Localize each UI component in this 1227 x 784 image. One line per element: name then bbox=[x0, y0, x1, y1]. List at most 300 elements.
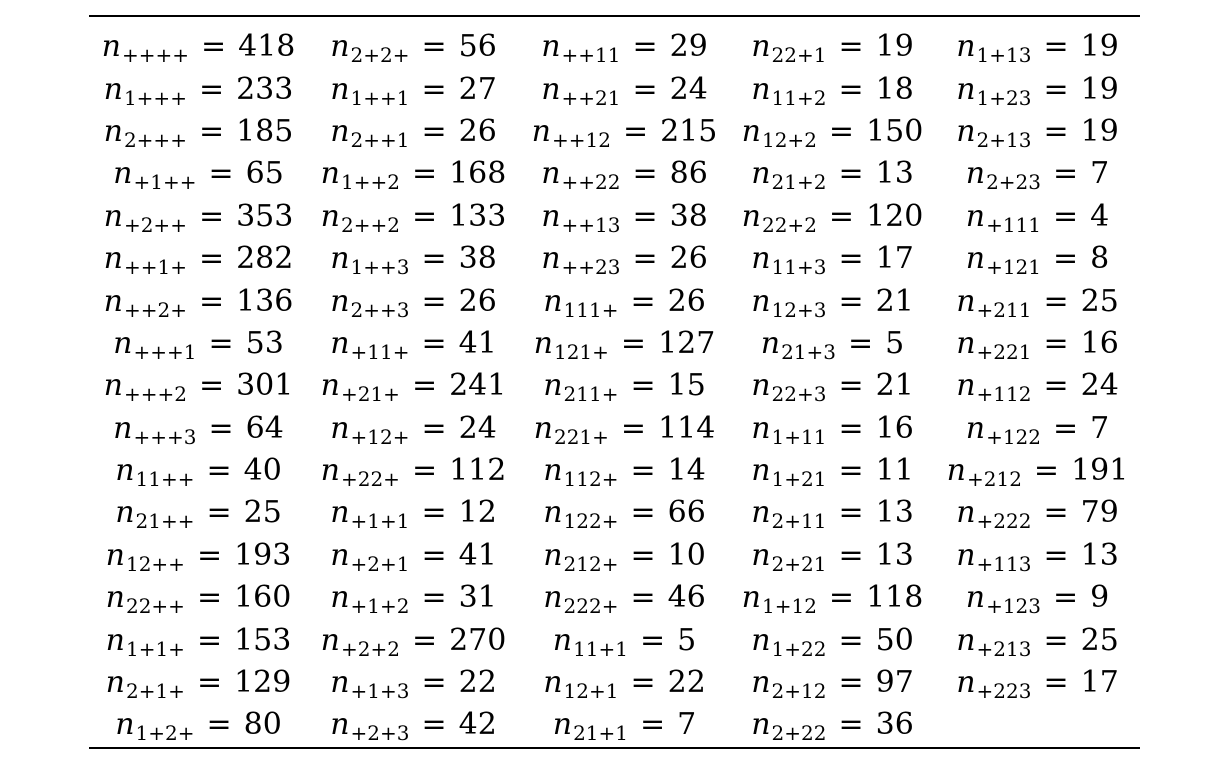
count-subscript: ++21 bbox=[561, 85, 621, 110]
table-cell bbox=[730, 492, 935, 534]
count-symbol: n bbox=[956, 325, 976, 361]
count-symbol: n bbox=[330, 707, 350, 743]
count-subscript: 2+22 bbox=[771, 721, 827, 746]
equals-sign: = bbox=[200, 29, 227, 65]
equals-sign: = bbox=[421, 495, 447, 531]
count-symbol: n bbox=[115, 453, 135, 489]
equals-sign: = bbox=[630, 665, 656, 701]
table-cell bbox=[308, 492, 519, 534]
count-symbol: n bbox=[330, 113, 350, 149]
count-subscript: 21+1 bbox=[573, 721, 629, 746]
count-symbol: n bbox=[541, 241, 561, 277]
count-value: 19 bbox=[1080, 71, 1119, 107]
table-cell bbox=[519, 280, 730, 322]
count-symbol: n bbox=[543, 453, 563, 489]
table-cell bbox=[519, 111, 730, 153]
count-symbol: n bbox=[320, 198, 340, 234]
count-symbol: n bbox=[105, 580, 125, 616]
count-symbol: n bbox=[741, 198, 761, 234]
table-cell bbox=[308, 238, 519, 280]
count-symbol: n bbox=[543, 495, 563, 531]
equals-sign: = bbox=[630, 283, 656, 319]
count-symbol: n bbox=[751, 622, 771, 658]
table-cell bbox=[89, 68, 308, 110]
count-subscript: 221+ bbox=[553, 424, 609, 449]
count-subscript: 12+2 bbox=[761, 127, 817, 152]
count-value: 8 bbox=[1090, 241, 1110, 277]
count-subscript: ++12 bbox=[551, 127, 611, 152]
equals-sign: = bbox=[206, 707, 232, 743]
equals-sign: = bbox=[421, 410, 447, 446]
count-subscript: ++13 bbox=[561, 212, 621, 237]
equals-sign: = bbox=[421, 71, 447, 107]
count-value: 79 bbox=[1080, 495, 1119, 531]
count-subscript: 1+11 bbox=[771, 424, 827, 449]
equals-sign: = bbox=[848, 325, 874, 361]
count-symbol: n bbox=[330, 283, 350, 319]
count-value: 13 bbox=[875, 495, 914, 531]
count-symbol: n bbox=[965, 198, 986, 234]
count-symbol: n bbox=[103, 113, 123, 149]
equals-sign: = bbox=[1043, 665, 1069, 701]
table-cell bbox=[730, 68, 935, 110]
count-subscript: 1++1 bbox=[350, 85, 410, 110]
count-value: 26 bbox=[669, 241, 708, 277]
count-subscript: 22+2 bbox=[761, 212, 817, 237]
count-symbol: n bbox=[320, 453, 340, 489]
count-value: 21 bbox=[875, 368, 914, 404]
equals-sign: = bbox=[828, 580, 855, 616]
count-subscript: 1+21 bbox=[771, 467, 827, 492]
count-subscript: 212+ bbox=[563, 551, 619, 576]
count-value: 42 bbox=[458, 707, 497, 743]
equals-sign: = bbox=[632, 198, 658, 234]
table-cell bbox=[89, 111, 308, 153]
count-value: 7 bbox=[1090, 156, 1110, 192]
equals-sign: = bbox=[196, 537, 223, 573]
equals-sign: = bbox=[1043, 537, 1069, 573]
count-symbol: n bbox=[543, 580, 563, 616]
count-value: 10 bbox=[667, 537, 706, 573]
count-value: 160 bbox=[234, 580, 292, 616]
count-subscript: +223 bbox=[976, 679, 1032, 704]
count-symbol: n bbox=[751, 665, 771, 701]
count-symbol: n bbox=[552, 707, 573, 743]
table-cell bbox=[935, 26, 1140, 68]
equals-sign: = bbox=[198, 71, 225, 107]
count-value: 25 bbox=[1080, 283, 1119, 319]
count-subscript: 12++ bbox=[125, 551, 185, 576]
count-subscript: 1+13 bbox=[976, 43, 1032, 68]
equals-sign: = bbox=[421, 241, 447, 277]
count-value: 36 bbox=[875, 707, 914, 743]
count-symbol: n bbox=[751, 241, 771, 277]
count-subscript: 2+1+ bbox=[125, 679, 185, 704]
count-subscript: +++1 bbox=[133, 339, 197, 364]
count-value: 65 bbox=[245, 156, 284, 192]
count-subscript: +221 bbox=[976, 339, 1032, 364]
count-symbol: n bbox=[533, 325, 553, 361]
count-subscript: 1+23 bbox=[976, 85, 1032, 110]
count-symbol: n bbox=[541, 198, 561, 234]
count-symbol: n bbox=[965, 241, 986, 277]
equals-sign: = bbox=[421, 580, 447, 616]
count-value: 233 bbox=[236, 71, 294, 107]
count-symbol: n bbox=[103, 71, 123, 107]
count-value: 46 bbox=[667, 580, 706, 616]
count-symbol: n bbox=[543, 283, 563, 319]
count-subscript: 21++ bbox=[135, 509, 195, 534]
count-subscript: 11++ bbox=[135, 467, 195, 492]
count-subscript: +++3 bbox=[133, 424, 197, 449]
count-symbol: n bbox=[543, 537, 563, 573]
count-value: 118 bbox=[866, 580, 924, 616]
equals-sign: = bbox=[198, 113, 225, 149]
count-symbol: n bbox=[956, 368, 976, 404]
equals-sign: = bbox=[838, 495, 864, 531]
equals-sign: = bbox=[421, 283, 447, 319]
table-cell bbox=[308, 577, 519, 619]
equals-sign: = bbox=[421, 665, 447, 701]
count-value: 25 bbox=[1080, 622, 1119, 658]
count-symbol: n bbox=[751, 453, 771, 489]
table-cell bbox=[519, 704, 730, 746]
count-symbol: n bbox=[105, 537, 125, 573]
count-symbol: n bbox=[541, 71, 561, 107]
equals-sign: = bbox=[630, 580, 656, 616]
table-cell bbox=[935, 662, 1140, 704]
count-subscript: ++2+ bbox=[123, 297, 187, 322]
table-cell bbox=[89, 323, 308, 365]
count-symbol: n bbox=[533, 410, 553, 446]
count-subscript: +2+3 bbox=[350, 721, 410, 746]
table-cell bbox=[935, 535, 1140, 577]
count-subscript: +2++ bbox=[123, 212, 187, 237]
count-value: 215 bbox=[660, 113, 718, 149]
equals-sign: = bbox=[421, 29, 447, 65]
equals-sign: = bbox=[421, 537, 447, 573]
equals-sign: = bbox=[208, 156, 234, 192]
count-value: 9 bbox=[1090, 580, 1110, 616]
table-cell bbox=[730, 26, 935, 68]
count-value: 16 bbox=[1080, 325, 1119, 361]
count-subscript: +11+ bbox=[350, 339, 410, 364]
table-cell bbox=[519, 619, 730, 661]
table-cell bbox=[89, 26, 308, 68]
count-symbol: n bbox=[956, 665, 976, 701]
table-cell bbox=[89, 492, 308, 534]
count-subscript: 22+1 bbox=[771, 43, 827, 68]
count-value: 41 bbox=[458, 325, 497, 361]
count-value: 26 bbox=[458, 113, 497, 149]
equals-sign: = bbox=[632, 29, 658, 65]
equals-sign: = bbox=[411, 156, 438, 192]
count-value: 127 bbox=[658, 325, 716, 361]
equals-sign: = bbox=[838, 453, 864, 489]
count-subscript: 122+ bbox=[563, 509, 619, 534]
count-value: 282 bbox=[236, 241, 294, 277]
equals-sign: = bbox=[1053, 410, 1079, 446]
count-symbol: n bbox=[101, 29, 121, 65]
count-value: 16 bbox=[875, 410, 914, 446]
count-subscript: +123 bbox=[986, 594, 1042, 619]
count-symbol: n bbox=[965, 410, 986, 446]
table-cell bbox=[935, 111, 1140, 153]
count-subscript: +1+3 bbox=[350, 679, 410, 704]
count-symbol: n bbox=[751, 495, 771, 531]
count-subscript: +222 bbox=[976, 509, 1032, 534]
table-cell bbox=[730, 662, 935, 704]
count-subscript: 1++2 bbox=[340, 170, 400, 195]
count-subscript: 22+3 bbox=[771, 382, 827, 407]
table-cell bbox=[308, 408, 519, 450]
equals-sign: = bbox=[630, 495, 656, 531]
table-cell bbox=[89, 577, 308, 619]
count-value: 129 bbox=[234, 665, 292, 701]
count-value: 193 bbox=[234, 537, 292, 573]
table-cell bbox=[308, 280, 519, 322]
equals-sign: = bbox=[838, 283, 864, 319]
count-value: 12 bbox=[458, 495, 497, 531]
count-subscript: ++23 bbox=[561, 255, 621, 280]
table-cell bbox=[935, 492, 1140, 534]
count-symbol: n bbox=[320, 156, 340, 192]
table-cell bbox=[519, 662, 730, 704]
table-cell bbox=[730, 196, 935, 238]
equals-sign: = bbox=[411, 453, 438, 489]
equals-sign: = bbox=[632, 241, 658, 277]
count-subscript: +111 bbox=[986, 212, 1042, 237]
count-value: 185 bbox=[236, 113, 294, 149]
count-symbol: n bbox=[956, 283, 976, 319]
count-subscript: 2++3 bbox=[350, 297, 410, 322]
count-value: 24 bbox=[458, 410, 497, 446]
count-value: 26 bbox=[458, 283, 497, 319]
count-value: 19 bbox=[875, 29, 914, 65]
equals-sign: = bbox=[196, 665, 223, 701]
count-symbol: n bbox=[320, 368, 340, 404]
table-cell bbox=[519, 408, 730, 450]
count-subscript: +113 bbox=[976, 551, 1032, 576]
table-cell bbox=[308, 619, 519, 661]
equals-sign: = bbox=[1043, 325, 1069, 361]
count-value: 38 bbox=[669, 198, 708, 234]
equals-sign: = bbox=[838, 156, 864, 192]
table-cell bbox=[730, 280, 935, 322]
table-cell bbox=[730, 450, 935, 492]
count-subscript: 111+ bbox=[563, 297, 619, 322]
count-symbol: n bbox=[103, 283, 123, 319]
count-subscript: +1+2 bbox=[350, 594, 410, 619]
table-cell bbox=[730, 535, 935, 577]
equals-sign: = bbox=[196, 622, 223, 658]
table-cell bbox=[730, 153, 935, 195]
count-subscript: 211+ bbox=[563, 382, 619, 407]
table-cell bbox=[519, 492, 730, 534]
equals-sign: = bbox=[1053, 580, 1079, 616]
equals-sign: = bbox=[838, 241, 864, 277]
count-subscript: 2++2 bbox=[340, 212, 400, 237]
table-cell bbox=[935, 238, 1140, 280]
count-symbol: n bbox=[751, 707, 771, 743]
equals-sign: = bbox=[421, 707, 447, 743]
table-cell bbox=[519, 323, 730, 365]
count-subscript: 21+3 bbox=[781, 339, 837, 364]
count-value: 120 bbox=[866, 198, 924, 234]
count-value: 56 bbox=[458, 29, 497, 65]
count-value: 13 bbox=[1080, 537, 1119, 573]
count-value: 21 bbox=[875, 283, 914, 319]
count-symbol: n bbox=[956, 113, 976, 149]
equals-sign: = bbox=[198, 283, 225, 319]
table-cell bbox=[89, 196, 308, 238]
count-value: 136 bbox=[236, 283, 294, 319]
table-cell bbox=[935, 704, 1140, 746]
count-symbol: n bbox=[552, 622, 573, 658]
equals-sign: = bbox=[828, 198, 855, 234]
count-subscript: 21+2 bbox=[771, 170, 827, 195]
count-symbol: n bbox=[103, 368, 123, 404]
table-cell bbox=[935, 365, 1140, 407]
count-symbol: n bbox=[115, 707, 135, 743]
table-cell bbox=[308, 365, 519, 407]
table-cell bbox=[519, 365, 730, 407]
equals-sign: = bbox=[630, 537, 656, 573]
table-cell bbox=[89, 280, 308, 322]
equals-sign: = bbox=[1043, 283, 1069, 319]
count-symbol: n bbox=[543, 368, 563, 404]
count-subscript: 2+11 bbox=[771, 509, 827, 534]
table-cell bbox=[935, 153, 1140, 195]
count-subscript: +122 bbox=[986, 424, 1042, 449]
count-symbol: n bbox=[751, 283, 771, 319]
equals-sign: = bbox=[630, 368, 656, 404]
table-cell bbox=[935, 68, 1140, 110]
count-value: 26 bbox=[667, 283, 706, 319]
table-cell bbox=[935, 577, 1140, 619]
count-subscript: 2+23 bbox=[986, 170, 1042, 195]
count-subscript: 2+21 bbox=[771, 551, 827, 576]
table-cell bbox=[935, 619, 1140, 661]
count-symbol: n bbox=[956, 495, 976, 531]
count-value: 31 bbox=[458, 580, 497, 616]
count-value: 5 bbox=[677, 622, 697, 658]
count-table bbox=[89, 26, 1140, 747]
count-value: 133 bbox=[449, 198, 507, 234]
table-cell bbox=[519, 68, 730, 110]
table-cell bbox=[935, 280, 1140, 322]
equals-sign: = bbox=[198, 241, 225, 277]
count-subscript: 22++ bbox=[125, 594, 185, 619]
table-bottom-rule bbox=[89, 747, 1140, 749]
table-cell bbox=[730, 323, 935, 365]
table-cell bbox=[89, 662, 308, 704]
equals-sign: = bbox=[1043, 495, 1069, 531]
count-symbol: n bbox=[330, 495, 350, 531]
equals-sign: = bbox=[196, 580, 223, 616]
count-subscript: 2+2+ bbox=[350, 43, 410, 68]
count-symbol: n bbox=[956, 537, 976, 573]
equals-sign: = bbox=[1033, 453, 1060, 489]
count-value: 7 bbox=[1090, 410, 1110, 446]
count-subscript: 1+2+ bbox=[135, 721, 195, 746]
count-symbol: n bbox=[965, 156, 986, 192]
table-cell bbox=[935, 323, 1140, 365]
count-subscript: +212 bbox=[966, 467, 1022, 492]
count-subscript: 2+13 bbox=[976, 127, 1032, 152]
count-value: 25 bbox=[243, 495, 282, 531]
count-subscript: +22+ bbox=[340, 467, 400, 492]
table-cell bbox=[519, 450, 730, 492]
table-cell bbox=[308, 535, 519, 577]
count-subscript: +2+2 bbox=[340, 636, 400, 661]
equals-sign: = bbox=[1043, 113, 1069, 149]
count-value: 86 bbox=[669, 156, 708, 192]
table-cell bbox=[89, 619, 308, 661]
equals-sign: = bbox=[838, 537, 864, 573]
count-value: 66 bbox=[667, 495, 706, 531]
table-cell bbox=[89, 535, 308, 577]
count-subscript: ++++ bbox=[121, 43, 189, 68]
count-value: 29 bbox=[669, 29, 708, 65]
count-value: 418 bbox=[238, 29, 296, 65]
table-cell bbox=[308, 196, 519, 238]
count-value: 19 bbox=[1080, 29, 1119, 65]
equals-sign: = bbox=[1053, 156, 1079, 192]
count-value: 27 bbox=[458, 71, 497, 107]
equals-sign: = bbox=[828, 113, 855, 149]
count-subscript: ++22 bbox=[561, 170, 621, 195]
table-cell bbox=[935, 196, 1140, 238]
count-subscript: +121 bbox=[986, 255, 1042, 280]
equals-sign: = bbox=[206, 495, 232, 531]
count-value: 53 bbox=[245, 325, 284, 361]
count-symbol: n bbox=[330, 665, 350, 701]
count-subscript: 112+ bbox=[563, 467, 619, 492]
count-symbol: n bbox=[541, 156, 561, 192]
count-symbol: n bbox=[330, 325, 350, 361]
count-subscript: 1+22 bbox=[771, 636, 827, 661]
count-symbol: n bbox=[103, 198, 123, 234]
count-subscript: 1+++ bbox=[123, 85, 187, 110]
count-symbol: n bbox=[751, 410, 771, 446]
table-cell bbox=[935, 408, 1140, 450]
count-subscript: +21+ bbox=[340, 382, 400, 407]
count-symbol: n bbox=[330, 29, 350, 65]
count-symbol: n bbox=[751, 71, 771, 107]
count-symbol: n bbox=[956, 622, 976, 658]
count-symbol: n bbox=[751, 537, 771, 573]
count-value: 41 bbox=[458, 537, 497, 573]
equals-sign: = bbox=[838, 707, 864, 743]
count-symbol: n bbox=[330, 71, 350, 107]
count-value: 11 bbox=[875, 453, 914, 489]
count-subscript: 11+3 bbox=[771, 255, 827, 280]
count-value: 17 bbox=[1080, 665, 1119, 701]
table-cell bbox=[89, 365, 308, 407]
table-top-rule bbox=[89, 15, 1140, 17]
count-value: 153 bbox=[234, 622, 292, 658]
count-value: 15 bbox=[667, 368, 706, 404]
count-symbol: n bbox=[330, 537, 350, 573]
equals-sign: = bbox=[198, 368, 225, 404]
count-symbol: n bbox=[741, 580, 761, 616]
count-symbol: n bbox=[330, 241, 350, 277]
table-cell bbox=[89, 408, 308, 450]
count-symbol: n bbox=[115, 495, 135, 531]
table-cell bbox=[308, 153, 519, 195]
count-symbol: n bbox=[965, 580, 986, 616]
